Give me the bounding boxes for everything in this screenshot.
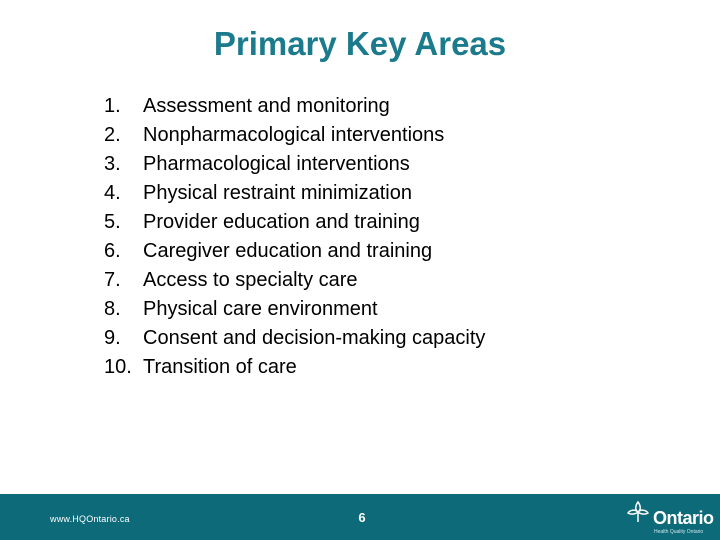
list-item-text: Nonpharmacological interventions (143, 124, 445, 146)
list-item-text: Consent and decision-making capacity (143, 327, 486, 349)
list-item-text: Provider education and training (143, 211, 420, 233)
slide-title: Primary Key Areas (213, 25, 507, 62)
list-item (104, 266, 485, 295)
page-number: 6 (358, 510, 366, 525)
footer-bar (0, 494, 720, 540)
list-item (104, 237, 485, 266)
list-item (104, 92, 485, 121)
ontario-logo (626, 496, 712, 538)
list-item (104, 353, 485, 382)
list-item-text: Pharmacological interventions (143, 153, 410, 175)
list-item-number: 5. (104, 211, 121, 233)
list-item-number: 9. (104, 327, 121, 349)
footer-url[interactable]: www.HQOntario.ca (50, 514, 130, 524)
list-item-number: 8. (104, 298, 121, 320)
list-item-number: 7. (104, 269, 121, 291)
logo-tagline: Health Quality Ontario (654, 529, 704, 535)
list-item-text: Assessment and monitoring (143, 95, 390, 117)
list-item-number: 1. (104, 95, 121, 117)
list-item-number: 4. (104, 182, 121, 204)
list-item (104, 295, 485, 324)
list-item (104, 324, 485, 353)
logo-wordmark: Ontario (653, 508, 714, 528)
list-item-number: 2. (104, 124, 121, 146)
list-item (104, 179, 485, 208)
list-item (104, 121, 485, 150)
list-item-text: Access to specialty care (143, 269, 358, 291)
list-item-text: Physical care environment (143, 298, 378, 320)
key-areas-list (104, 92, 485, 382)
list-item-text: Transition of care (143, 356, 297, 378)
list-item-number: 10. (104, 356, 132, 378)
list-item-text: Caregiver education and training (143, 240, 433, 262)
trillium-icon (626, 500, 650, 524)
list-item-text: Physical restraint minimization (143, 182, 412, 204)
list-item (104, 150, 485, 179)
list-item-number: 3. (104, 153, 121, 175)
list-item-number: 6. (104, 240, 121, 262)
list-item (104, 208, 485, 237)
